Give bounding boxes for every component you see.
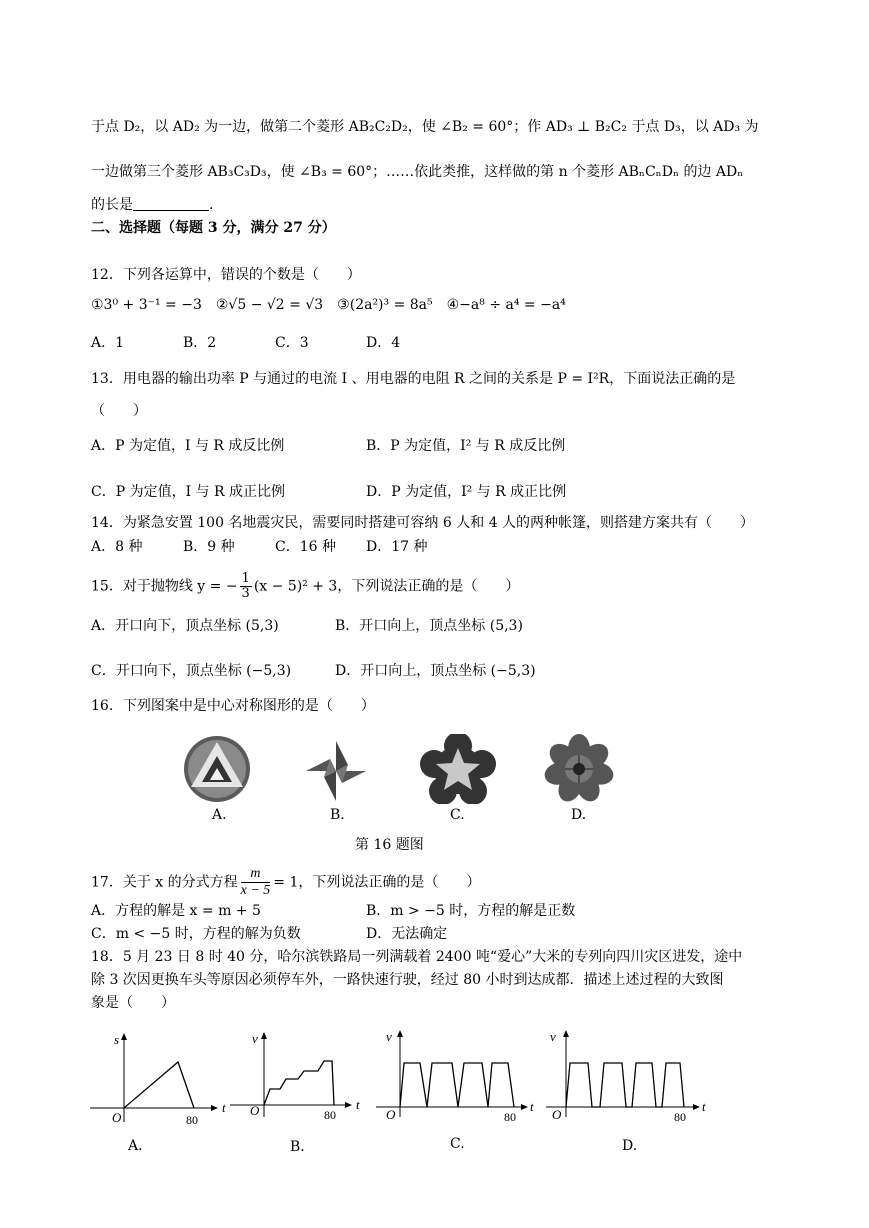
q18-graph-d (544, 1025, 714, 1125)
q18-label-c: C. (450, 1136, 465, 1152)
q18-line-1: 18．5 月 23 日 8 时 40 分，哈尔滨铁路局一列满载着 2400 吨“爱心”大米的专列向四川灾区进发，途中 (91, 949, 743, 965)
q16-label-a: A. (212, 807, 227, 823)
q15-stem (91, 572, 519, 601)
q15-option-a: A．开口向下，顶点坐标 (5,3) (91, 618, 279, 634)
q16-figure-b (300, 735, 372, 807)
q13-option-b: B．P 为定值，I² 与 R 成反比例 (366, 438, 566, 454)
section-heading: 二、选择题（每题 3 分，满分 27 分） (91, 220, 336, 236)
graph-b-origin: O (250, 1103, 260, 1118)
graph-c-xlabel: t (530, 1099, 534, 1114)
q16-figure-d (541, 734, 617, 804)
graph-d-tick: 80 (674, 1110, 686, 1124)
intro-line-3-suffix: . (209, 197, 214, 213)
q16-caption: 第 16 题图 (355, 837, 424, 853)
q15-stem-prefix: 15．对于抛物线 y = − (91, 578, 238, 595)
q15-option-b: B．开口向上，顶点坐标 (5,3) (335, 618, 523, 634)
intro-line-1: 于点 D₂，以 AD₂ 为一边，做第二个菱形 AB₂C₂D₂，使 ∠B₂ = 60°；作 AD₃ ⊥ B₂C₂ 于点 D₃，以 AD₃ 为 (91, 119, 759, 135)
q13-option-a: A．P 为定值，I 与 R 成反比例 (91, 438, 285, 454)
graph-b-tick: 80 (324, 1108, 336, 1122)
q18-graph-a (88, 1030, 238, 1130)
q16-label-c: C. (450, 807, 465, 823)
q15-option-c: C．开口向下，顶点坐标 (−5,3) (91, 663, 292, 679)
q17-option-b: B．m > −5 时，方程的解是正数 (366, 903, 576, 919)
q18-line-3: 象是（ ） (91, 995, 175, 1011)
graph-b-xlabel: t (356, 1097, 360, 1112)
q16-figure-a (182, 734, 252, 804)
graph-c-ylabel: v (386, 1029, 392, 1044)
q17-stem-prefix: 17．关于 x 的分式方程 (91, 874, 238, 891)
q18-graph-c (374, 1025, 544, 1125)
q13-paren: （ ） (91, 403, 147, 419)
q15-fraction (240, 572, 252, 601)
q12-items: ①3⁰ + 3⁻¹ = −3 ②√5 − √2 = √3 ③(2a²)³ = 8a⁵ ④−a⁸ ÷ a⁴ = −a⁴ (91, 297, 566, 313)
answer-blank (133, 196, 209, 211)
graph-a-origin: O (112, 1110, 122, 1125)
q15-frac-den: 3 (241, 586, 250, 601)
q12-option-c: C．3 (275, 335, 309, 351)
q12-option-d: D．4 (366, 335, 401, 351)
q12-stem: 12．下列各运算中，错误的个数是（ ） (91, 267, 361, 283)
q13-option-d: D．P 为定值，I² 与 R 成正比例 (366, 484, 567, 500)
q12-option-b: B．2 (183, 335, 217, 351)
q17-fraction (241, 866, 271, 899)
q17-option-d: D．无法确定 (366, 926, 448, 942)
q16-figure-c (420, 734, 496, 804)
q12-option-a: A．1 (91, 335, 125, 351)
q18-graph-b (228, 1025, 368, 1125)
graph-a-xlabel: t (222, 1100, 226, 1115)
q17-frac-num: m (241, 866, 271, 883)
q14-option-c: C．16 种 (275, 539, 336, 555)
q15-stem-suffix: (x − 5)² + 3，下列说法正确的是（ ） (253, 578, 520, 595)
q14-stem: 14．为紧急安置 100 名地震灾民，需要同时搭建可容纳 6 人和 4 人的两种帐篷，则搭建方案共有（ ） (91, 515, 755, 531)
q14-option-b: B．9 种 (183, 539, 235, 555)
q18-label-a: A. (128, 1138, 143, 1154)
q18-line-2: 除 3 次因更换车头等原因必须停车外，一路快速行驶，经过 80 小时到达成都．描述上述过程的大致图 (91, 972, 724, 988)
graph-d-xlabel: t (702, 1099, 706, 1114)
q15-frac-num: 1 (241, 571, 250, 586)
graph-d-origin: O (552, 1107, 562, 1122)
q18-label-b: B． (290, 1139, 315, 1155)
graph-c-origin: O (386, 1107, 396, 1122)
intro-line-3-prefix: 的长是 (91, 197, 133, 213)
q15-option-d: D．开口向上，顶点坐标 (−5,3) (335, 663, 536, 679)
q16-stem: 16．下列图案中是中心对称图形的是（ ） (91, 698, 375, 714)
graph-a-tick: 80 (186, 1113, 198, 1127)
q16-label-d: D. (571, 807, 587, 823)
graph-a-ylabel: s (114, 1032, 120, 1047)
q13-stem: 13．用电器的输出功率 P 与通过的电流 I 、用电器的电阻 R 之间的关系是 P = I²R，下面说法正确的是 (91, 371, 736, 387)
q13-option-c: C．P 为定值，I 与 R 成正比例 (91, 484, 286, 500)
intro-line-3 (91, 196, 213, 214)
graph-b-ylabel: v (252, 1031, 258, 1046)
q17-option-a: A．方程的解是 x = m + 5 (91, 903, 261, 919)
q17-stem-suffix: = 1，下列说法正确的是（ ） (273, 874, 481, 891)
graph-c-tick: 80 (504, 1110, 516, 1124)
q14-option-a: A．8 种 (91, 539, 143, 555)
intro-line-2: 一边做第三个菱形 AB₃C₃D₃，使 ∠B₃ = 60°；……依此类推，这样做的第 n 个菱形 ABₙCₙDₙ 的边 ADₙ (91, 164, 744, 180)
q14-option-d: D．17 种 (366, 539, 428, 555)
q17-option-c: C．m < −5 时，方程的解为负数 (91, 926, 301, 942)
q17-frac-den: x − 5 (240, 883, 271, 898)
q18-label-d: D. (622, 1138, 638, 1154)
q17-stem (91, 866, 480, 899)
q16-label-b: B. (330, 807, 345, 823)
graph-d-ylabel: v (550, 1029, 556, 1044)
